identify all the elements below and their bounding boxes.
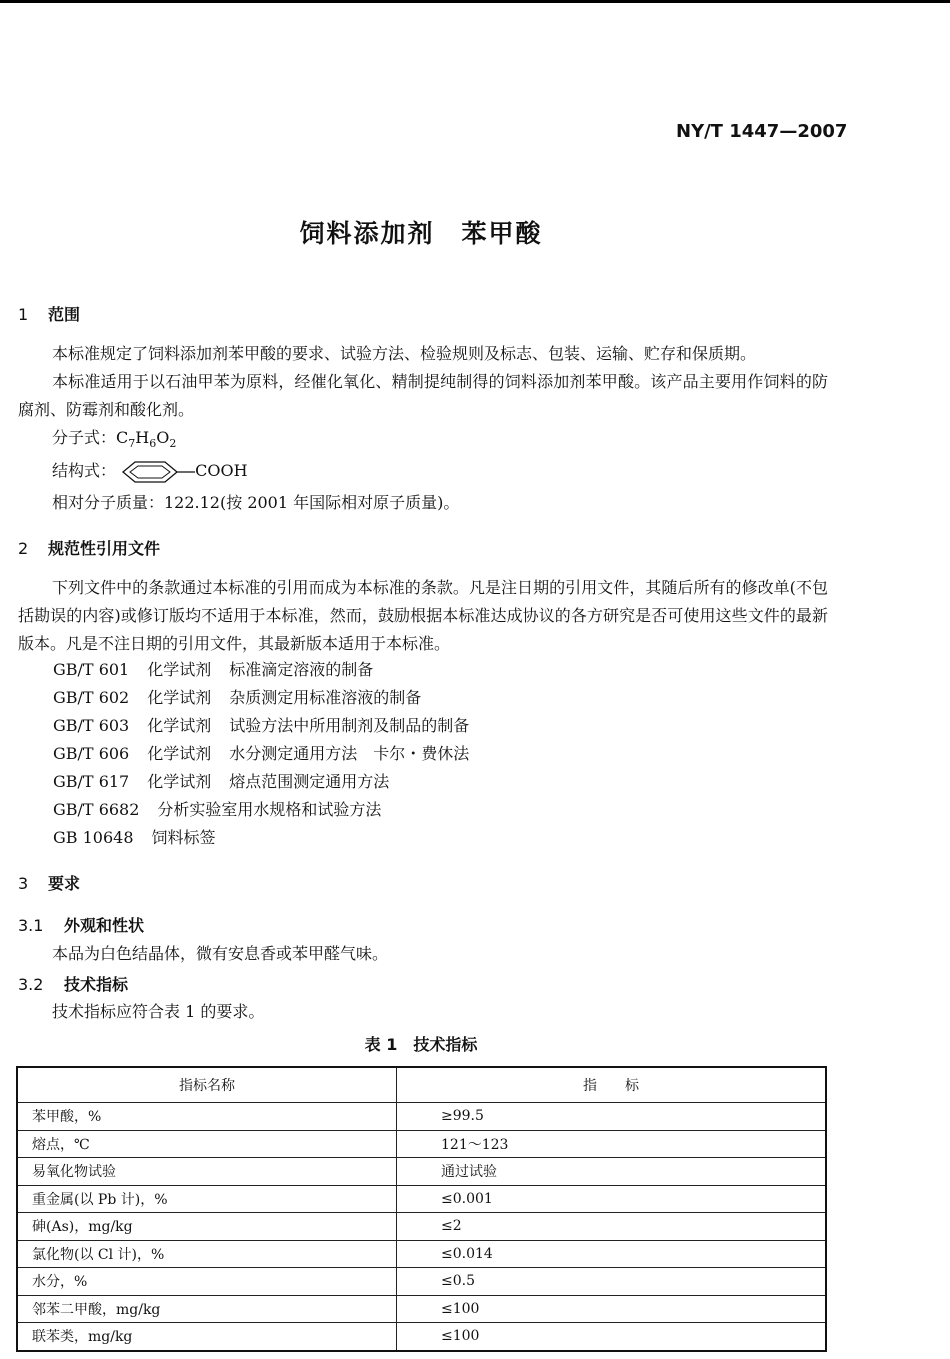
formula-c: C xyxy=(116,428,129,447)
top-border-line xyxy=(0,0,950,3)
reference-code: GB/T 617 xyxy=(53,772,130,791)
indicator-name: 氯化物(以 Cl 计)，% xyxy=(17,1240,397,1268)
reference-code: GB/T 601 xyxy=(53,660,130,679)
reference-title-part: 化学试剂 xyxy=(147,660,212,679)
standard-code: NY/T 1447—2007 xyxy=(676,121,848,142)
formula-h: H xyxy=(135,428,150,447)
reference-item xyxy=(53,768,469,796)
reference-title-part: 分析实验室用水规格和试验方法 xyxy=(157,800,382,819)
indicator-name: 熔点，℃ xyxy=(17,1130,397,1158)
reference-title xyxy=(157,796,381,824)
table-row xyxy=(17,1158,826,1186)
section-number: 3 xyxy=(18,874,29,893)
section-1-paragraph-2: 本标准适用于以石油甲苯为原料，经催化氧化、精制提纯制得的饲料添加剂苯甲酸。该产品主要用作饲料的防腐剂、防霉剂和酸化剂。 xyxy=(18,372,828,419)
section-title: 范围 xyxy=(48,305,81,324)
table-row xyxy=(17,1185,826,1213)
table-row xyxy=(17,1213,826,1241)
reference-item xyxy=(53,684,469,712)
reference-title xyxy=(147,768,389,796)
section-title: 要求 xyxy=(48,874,81,893)
section-1-paragraph-1: 本标准规定了饲料添加剂苯甲酸的要求、试验方法、检验规则及标志、包装、运输、贮存和保质期。 xyxy=(52,344,757,363)
reference-title-part: 熔点范围测定通用方法 xyxy=(229,772,390,791)
reference-title-part: 水分测定通用方法 卡尔・费休法 xyxy=(229,744,470,763)
indicator-value: ≤100 xyxy=(397,1323,827,1351)
subsection-title: 技术指标 xyxy=(64,975,129,994)
reference-title-part: 饲料标签 xyxy=(151,828,216,847)
reference-code: GB/T 603 xyxy=(53,716,130,735)
reference-title-part: 标准滴定溶液的制备 xyxy=(229,660,374,679)
formula-o-count: 2 xyxy=(169,437,177,451)
reference-item xyxy=(53,712,469,740)
subsection-title: 外观和性状 xyxy=(64,916,145,935)
section-number: 1 xyxy=(18,305,29,324)
subsection-number: 3.1 xyxy=(18,916,44,935)
indicator-name: 水分，% xyxy=(17,1268,397,1296)
indicator-value: 121～123 xyxy=(397,1130,827,1158)
reference-item xyxy=(53,796,469,824)
indicator-value: 通过试验 xyxy=(397,1158,827,1186)
formula-h-count: 6 xyxy=(149,437,157,451)
indicator-name: 易氧化物试验 xyxy=(17,1158,397,1186)
reference-title-part: 化学试剂 xyxy=(147,716,212,735)
formula-c-count: 7 xyxy=(128,437,136,451)
formula-o: O xyxy=(156,428,170,447)
indicator-value: ≤0.5 xyxy=(397,1268,827,1296)
reference-code: GB 10648 xyxy=(53,828,134,847)
column-header: 指 标 xyxy=(397,1067,827,1103)
tech-spec-text: 技术指标应符合表 1 的要求。 xyxy=(52,1002,265,1021)
table-row xyxy=(17,1323,826,1351)
table-header-row xyxy=(17,1067,826,1103)
reference-title xyxy=(147,684,421,712)
table-caption: 表 1 技术指标 xyxy=(364,1035,478,1054)
section-2-heading xyxy=(18,536,160,559)
indicator-name: 重金属(以 Pb 计)，% xyxy=(17,1185,397,1213)
reference-item xyxy=(53,740,469,768)
indicator-value: ≥99.5 xyxy=(397,1103,827,1131)
section-1-heading xyxy=(18,302,80,325)
benzene-ring-icon xyxy=(121,459,195,485)
subsection-3-1-heading xyxy=(18,913,144,936)
structural-formula xyxy=(52,457,248,485)
indicator-value: ≤100 xyxy=(397,1295,827,1323)
reference-item xyxy=(53,824,469,852)
indicator-name: 砷(As)，mg/kg xyxy=(17,1213,397,1241)
reference-title-part: 杂质测定用标准溶液的制备 xyxy=(229,688,422,707)
reference-title xyxy=(152,824,216,852)
section-2-intro: 下列文件中的条款通过本标准的引用而成为本标准的条款。凡是注日期的引用文件，其随后所有的修改单(不包括勘误的内容)或修订版均不适用于本标准，然而，鼓励根据本标准达成协议的各方研究是否可使用这些文件的最新版本。凡是不注日期的引用文件，其最新版本适用于本标准。 xyxy=(18,578,828,653)
indicator-name: 苯甲酸，% xyxy=(17,1103,397,1131)
section-number: 2 xyxy=(18,539,29,558)
table-row xyxy=(17,1268,826,1296)
table-row xyxy=(17,1103,826,1131)
indicator-value: ≤2 xyxy=(397,1213,827,1241)
molecular-mass: 相对分子质量：122.12(按 2001 年国际相对原子质量)。 xyxy=(52,493,460,512)
subsection-3-2-heading xyxy=(18,972,128,995)
technical-indicators-table xyxy=(16,1066,827,1352)
subsection-number: 3.2 xyxy=(18,975,44,994)
reference-title xyxy=(147,656,373,684)
appearance-text: 本品为白色结晶体，微有安息香或苯甲醛气味。 xyxy=(52,944,389,963)
reference-list xyxy=(53,656,469,852)
reference-title xyxy=(147,712,469,740)
table-row xyxy=(17,1295,826,1323)
reference-title-part: 化学试剂 xyxy=(147,744,212,763)
reference-title-part: 试验方法中所用制剂及制品的制备 xyxy=(229,716,470,735)
table-row xyxy=(17,1240,826,1268)
formula-label: 分子式： xyxy=(52,428,117,447)
indicator-name: 邻苯二甲酸，mg/kg xyxy=(17,1295,397,1323)
carboxyl-group: COOH xyxy=(195,461,248,480)
reference-title-part: 化学试剂 xyxy=(147,772,212,791)
column-header: 指标名称 xyxy=(17,1067,397,1103)
indicator-value: ≤0.014 xyxy=(397,1240,827,1268)
reference-code: GB/T 602 xyxy=(53,688,130,707)
document-title: 饲料添加剂 苯甲酸 xyxy=(299,219,543,248)
reference-code: GB/T 606 xyxy=(53,744,130,763)
section-title: 规范性引用文件 xyxy=(48,539,161,558)
molecular-formula xyxy=(52,424,176,458)
reference-title-part: 化学试剂 xyxy=(147,688,212,707)
section-3-heading xyxy=(18,871,80,894)
indicator-value: ≤0.001 xyxy=(397,1185,827,1213)
structure-label: 结构式： xyxy=(52,461,117,480)
indicator-name: 联苯类，mg/kg xyxy=(17,1323,397,1351)
table-row xyxy=(17,1130,826,1158)
reference-item xyxy=(53,656,469,684)
reference-title xyxy=(147,740,469,768)
reference-code: GB/T 6682 xyxy=(53,800,140,819)
